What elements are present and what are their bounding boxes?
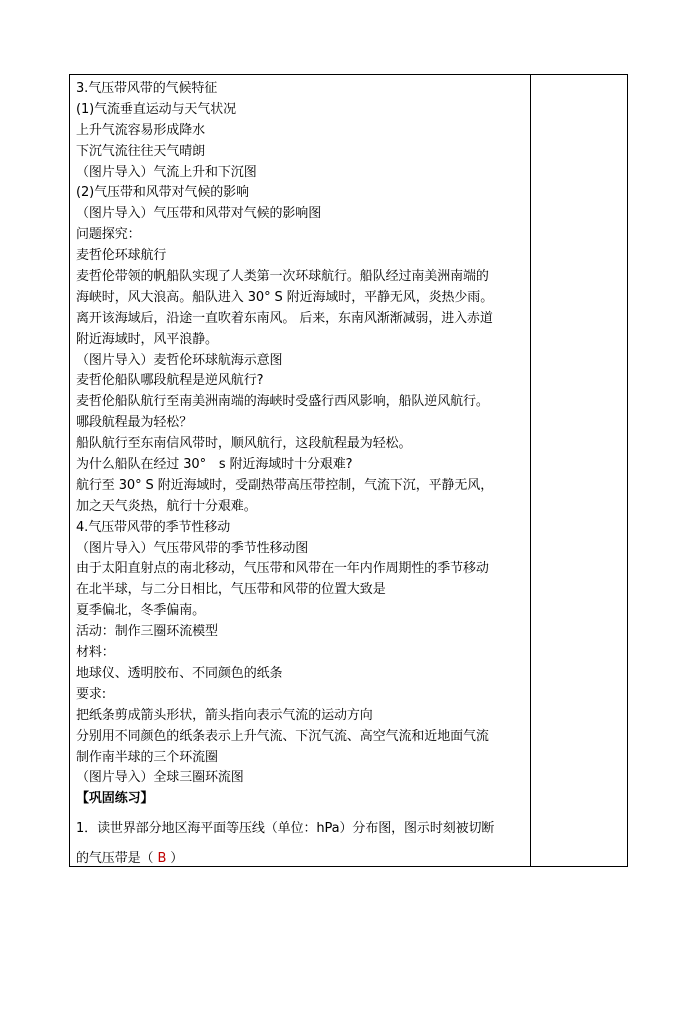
subsection-heading: (2)气压带和风带对气候的影响 (76, 185, 249, 201)
image-import-note: （图片导入）全球三圈环流图 (76, 770, 244, 786)
image-import-note: （图片导入）气压带风带的季节性移动图 (76, 540, 309, 556)
question-1-prefix: 的气压带是（ (76, 851, 158, 867)
question-1-text: 1．读世界部分地区海平面等压线（单位：hPa）分布图，图示时刻被切断 (76, 821, 495, 837)
answer-line: 加之天气炎热，航行十分艰难。 (76, 498, 257, 514)
text-line: 把纸条剪成箭头形状，箭头指向表示气流的运动方向 (76, 707, 373, 723)
main-cell (76, 79, 526, 874)
text-line: 海峡时，风大浪高。船队进入 30° S 附近海域时，平静无风，炎热少雨。 (76, 289, 494, 305)
image-import-note: （图片导入）麦哲伦环球航海示意图 (76, 352, 283, 368)
text-line: 附近海域时，风平浪静。 (76, 331, 218, 347)
image-import-note: （图片导入）气压带和风带对气候的影响图 (76, 206, 322, 222)
text-line: 夏季偏北，冬季偏南。 (76, 603, 206, 619)
question-line: 麦哲伦船队哪段航程是逆风航行? (76, 373, 264, 389)
text-line: 麦哲伦带领的帆船队实现了人类第一次环球航行。船队经过南美洲南端的 (76, 269, 489, 285)
text-line: 离开该海域后，沿途一直吹着东南风。 后来，东南风渐渐减弱，进入赤道 (76, 310, 493, 326)
text-line: 制作南半球的三个环流圈 (76, 749, 218, 765)
question-1-answer: B (157, 851, 167, 867)
text-line: 地球仪、透明胶布、不同颜色的纸条 (76, 665, 283, 681)
activity-heading: 活动：制作三圈环流模型 (76, 624, 218, 640)
answer-line: 船队航行至东南信风带时，顺风航行，这段航程最为轻松。 (76, 436, 412, 452)
question-line: 为什么船队在经过 30° s 附近海域时十分艰难? (76, 457, 353, 473)
text-line: 问题探究： (76, 227, 141, 243)
section-heading: 3.气压带风带的气候特征 (76, 81, 218, 96)
text-line: 材料： (76, 645, 115, 661)
text-line: 上升气流容易形成降水 (76, 122, 206, 138)
subsection-heading: (1)气流垂直运动与天气状况 (76, 101, 237, 117)
text-line: 由于太阳直射点的南北移动，气压带和风带在一年内作周期性的季节移动 (76, 561, 489, 577)
question-1-suffix: ） (166, 851, 184, 867)
text-line: 分别用不同颜色的纸条表示上升气流、下沉气流、高空气流和近地面气流 (76, 728, 489, 744)
question-line: 哪段航程最为轻松？ (76, 415, 193, 431)
text-line: 下沉气流往往天气晴朗 (76, 143, 206, 159)
text-line: 要求: (76, 686, 107, 702)
exercise-heading: 【巩固练习】 (76, 791, 154, 807)
question-1-continuation (76, 844, 526, 874)
text-line: 在北半球，与二分日相比，气压带和风带的位置大致是 (76, 582, 386, 598)
answer-line: 麦哲伦船队航行至南美洲南端的海峡时受盛行西风影响，船队逆风航行。 (76, 394, 489, 410)
content-table (69, 74, 628, 867)
column-divider (530, 75, 531, 866)
text-line: 麦哲伦环球航行 (76, 248, 167, 264)
image-import-note: （图片导入）气流上升和下沉图 (76, 164, 257, 180)
answer-line: 航行至 30° S 附近海域时，受副热带高压带控制，气流下沉，平静无风， (76, 477, 494, 493)
section-heading: 4.气压带风带的季节性移动 (76, 519, 231, 535)
